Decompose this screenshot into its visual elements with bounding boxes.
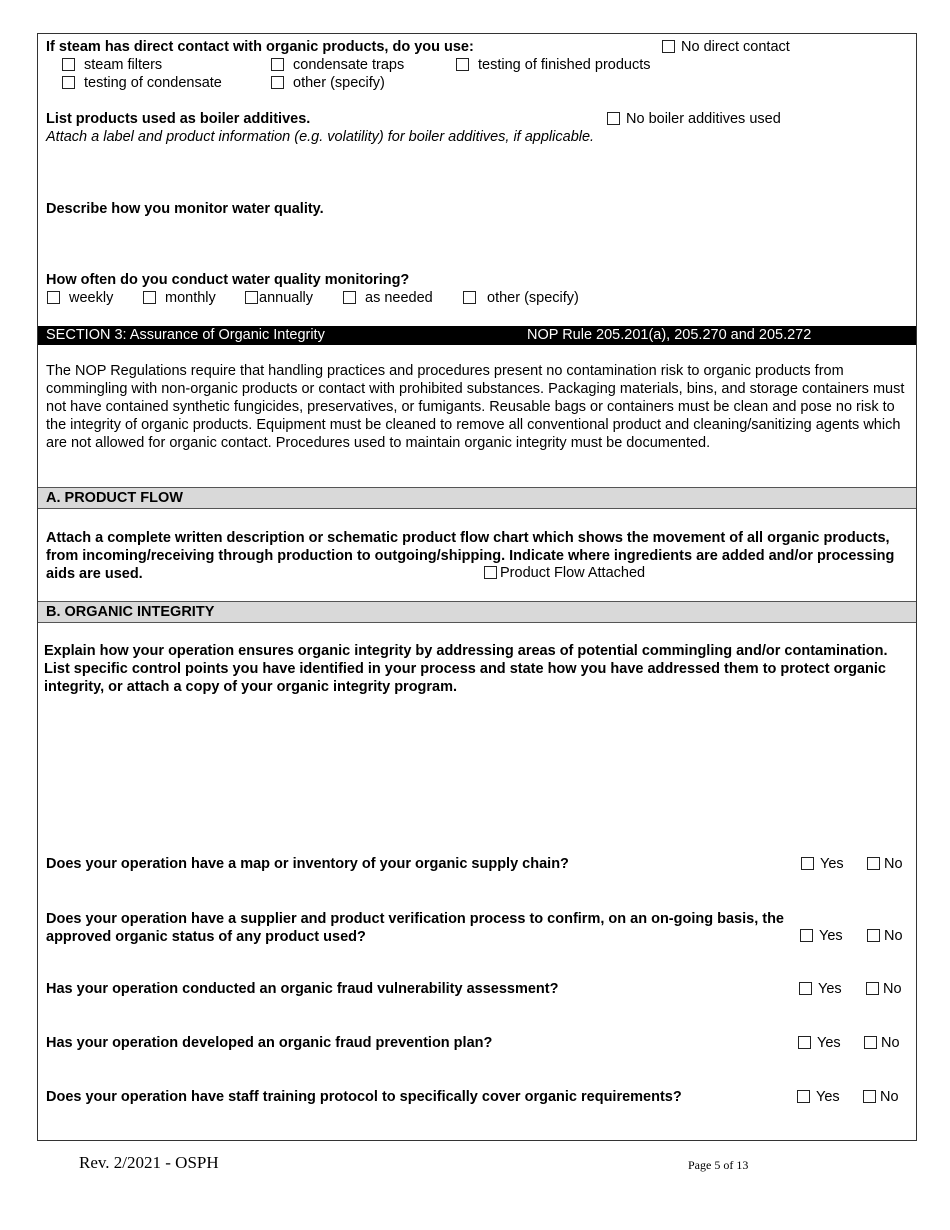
frequency-other-checkbox[interactable]: [463, 291, 476, 304]
steam-other-checkbox[interactable]: [271, 76, 284, 89]
product-flow-attached-label: Product Flow Attached: [500, 565, 646, 581]
q3-yes-option[interactable]: [799, 981, 842, 997]
q2-no-option[interactable]: [867, 928, 903, 944]
q2-no-label: No: [884, 928, 903, 944]
no-boiler-additives-checkbox[interactable]: [607, 112, 620, 125]
q4-no-checkbox[interactable]: [864, 1036, 877, 1049]
section3-title: SECTION 3: Assurance of Organic Integrity: [46, 327, 325, 343]
page-number: Page 5 of 13: [688, 1158, 749, 1172]
product-flow-attached-option[interactable]: [484, 565, 645, 581]
steam-filters-checkbox[interactable]: [62, 58, 75, 71]
revision-footer: Rev. 2/2021 - OSPH: [79, 1153, 219, 1172]
q4-yes-label: Yes: [817, 1035, 841, 1051]
steam-other-option[interactable]: [271, 75, 385, 91]
organic-integrity-text: Explain how your operation ensures organic integrity by addressing areas of potential commingling and/or contamination. List specific control points you have identified in your process and state how you have addressed them to protect organic integrity, or attach a copy of your organic integrity program.: [44, 643, 888, 695]
testing-condensate-checkbox[interactable]: [62, 76, 75, 89]
q1-no-option[interactable]: [867, 856, 903, 872]
steam-question: If steam has direct contact with organic products, do you use:: [46, 39, 474, 55]
testing-finished-products-checkbox[interactable]: [456, 58, 469, 71]
as-needed-checkbox[interactable]: [343, 291, 356, 304]
steam-other-label: other (specify): [293, 75, 385, 91]
as-needed-option[interactable]: [343, 290, 433, 306]
question-supply-chain: Does your operation have a map or inventory of your organic supply chain?: [46, 856, 569, 872]
q5-no-label: No: [880, 1089, 899, 1105]
frequency-other-option[interactable]: [463, 290, 579, 306]
condensate-traps-option[interactable]: [271, 57, 404, 73]
q3-yes-checkbox[interactable]: [799, 982, 812, 995]
q4-no-label: No: [881, 1035, 900, 1051]
no-direct-contact-label: No direct contact: [681, 39, 790, 55]
weekly-option[interactable]: [47, 290, 113, 306]
q5-no-checkbox[interactable]: [863, 1090, 876, 1103]
annually-label: annually: [259, 290, 314, 306]
q1-yes-label: Yes: [820, 856, 844, 872]
testing-finished-products-option[interactable]: [456, 57, 651, 73]
no-boiler-additives-option[interactable]: [607, 111, 781, 127]
no-direct-contact-option[interactable]: [662, 39, 790, 55]
monthly-checkbox[interactable]: [143, 291, 156, 304]
q2-no-checkbox[interactable]: [867, 929, 880, 942]
q5-yes-checkbox[interactable]: [797, 1090, 810, 1103]
product-flow-heading: A. PRODUCT FLOW: [46, 490, 183, 506]
section3-intro: The NOP Regulations require that handling practices and procedures present no contamination risk to organic products from commingling with non-organic products or contact with prohibited substances. Packaging materials, bins, and storage containers must not have contained synthetic fungicides, preservatives, or fumigants. Reusable bags or containers must be clean and pose no risk to the integrity of organic products. Equipment must be cleaned to remove all conventional product and cleaning/sanitizing agents which are not allowed for organic contact. Procedures used to maintain organic integrity must be documented.: [46, 363, 905, 451]
section3-header: [38, 326, 916, 345]
testing-finished-products-label: testing of finished products: [478, 57, 651, 73]
annually-checkbox[interactable]: [245, 291, 258, 304]
question-fraud-plan: Has your operation developed an organic fraud prevention plan?: [46, 1035, 493, 1051]
testing-condensate-label: testing of condensate: [84, 75, 222, 91]
condensate-traps-checkbox[interactable]: [271, 58, 284, 71]
product-flow-header: [38, 487, 916, 509]
steam-filters-option[interactable]: [62, 57, 162, 73]
q4-no-option[interactable]: [864, 1035, 900, 1051]
no-boiler-additives-label: No boiler additives used: [626, 111, 781, 127]
frequency-other-label: other (specify): [487, 290, 579, 306]
q5-yes-option[interactable]: [797, 1089, 840, 1105]
steam-filters-label: steam filters: [84, 57, 163, 73]
product-flow-text: Attach a complete written description or schematic product flow chart which shows the movement of all organic products, from incoming/receiving through production to outgoing/shipping. Indicate where ingredients are added and/or processing aids are used.: [46, 530, 895, 582]
q4-yes-checkbox[interactable]: [798, 1036, 811, 1049]
q3-yes-label: Yes: [818, 981, 842, 997]
water-frequency-question: How often do you conduct water quality monitoring?: [46, 272, 410, 288]
weekly-checkbox[interactable]: [47, 291, 60, 304]
boiler-question: List products used as boiler additives.: [46, 111, 311, 127]
boiler-note: Attach a label and product information (e.g. volatility) for boiler additives, if applicable.: [46, 129, 595, 145]
weekly-label: weekly: [69, 290, 114, 306]
condensate-traps-label: condensate traps: [293, 57, 405, 73]
q5-no-option[interactable]: [863, 1089, 899, 1105]
organic-integrity-heading: B. ORGANIC INTEGRITY: [46, 604, 215, 620]
no-direct-contact-checkbox[interactable]: [662, 40, 675, 53]
monthly-option[interactable]: [143, 290, 216, 306]
q3-no-checkbox[interactable]: [866, 982, 879, 995]
as-needed-label: as needed: [365, 290, 433, 306]
q4-yes-option[interactable]: [798, 1035, 841, 1051]
q1-no-checkbox[interactable]: [867, 857, 880, 870]
q2-yes-option[interactable]: [800, 928, 843, 944]
monthly-label: monthly: [165, 290, 216, 306]
form-frame: [37, 33, 917, 1141]
section3-rule: NOP Rule 205.201(a), 205.270 and 205.272: [527, 327, 812, 343]
water-describe-question: Describe how you monitor water quality.: [46, 201, 324, 217]
annually-option[interactable]: [245, 290, 313, 306]
testing-condensate-option[interactable]: [62, 75, 222, 91]
q1-no-label: No: [884, 856, 903, 872]
question-supplier-verification: Does your operation have a supplier and product verification process to confirm, on an on-going basis, the approved organic status of any product used?: [46, 911, 784, 945]
q1-yes-option[interactable]: [801, 856, 844, 872]
q5-yes-label: Yes: [816, 1089, 840, 1105]
question-fraud-assessment: Has your operation conducted an organic fraud vulnerability assessment?: [46, 981, 559, 997]
q1-yes-checkbox[interactable]: [801, 857, 814, 870]
q2-yes-checkbox[interactable]: [800, 929, 813, 942]
product-flow-attached-checkbox[interactable]: [484, 566, 497, 579]
q3-no-option[interactable]: [866, 981, 902, 997]
organic-integrity-header: [38, 601, 916, 623]
question-staff-training: Does your operation have staff training protocol to specifically cover organic requirements?: [46, 1089, 682, 1105]
q3-no-label: No: [883, 981, 902, 997]
q2-yes-label: Yes: [819, 928, 843, 944]
